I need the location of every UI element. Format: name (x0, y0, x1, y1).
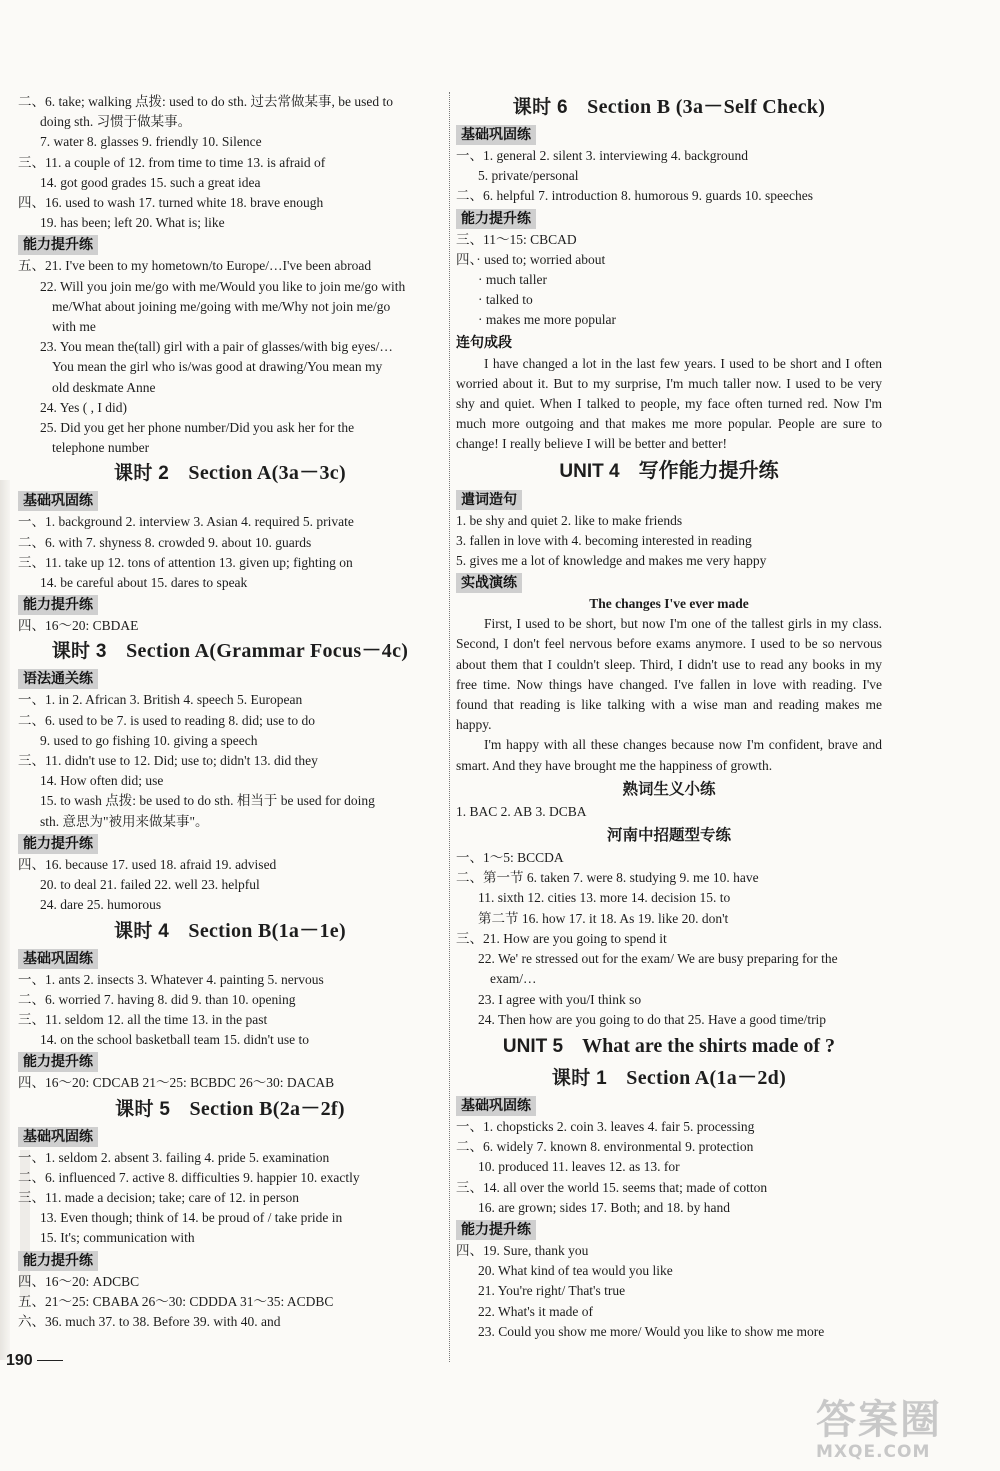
answer-line: doing sth. 习惯于做某事。 (40, 114, 192, 130)
section-tag-row (18, 947, 442, 970)
answer-line: 五、21～25: CBABA 26～30: CDDDA 31～35: ACDBC (18, 1293, 334, 1309)
lesson-heading (18, 636, 442, 667)
answer-line: 二、6. influenced 7. active 8. difficulties 9. happier 10. exactly (18, 1169, 360, 1185)
section-tag-row (18, 1050, 442, 1073)
essay-paragraph: I have changed a lot in the last few years. I used to be short and I often worried about it. But to my surprise, I'm much taller now. I used to be very shy and quiet. When I talked to people, my face often turned red. Now I'm much more outgoing and that makes me more popular. People are sure to change! I really believe I will be better and better! (456, 355, 882, 452)
answer-line: 13. Even though; think of 14. be proud of / take pride in (40, 1210, 343, 1226)
answer-line: 22. We' re stressed out for the exam/ We are busy preparing for the (478, 951, 838, 967)
answer-line: me/What about joining me/going with me/Why not join me/go (52, 298, 391, 314)
section-tag-row (18, 489, 442, 512)
heading-title: Section A(Grammar Focus－4c) (126, 640, 409, 663)
heading-title: What are the shirts made of ? (582, 1034, 836, 1057)
answer-line: 三、11. a couple of 12. from time to time 13. is afraid of (18, 154, 326, 170)
answer-line: 22. Will you join me/go with me/Would you like to join me/go with (40, 278, 406, 294)
section-tag: 语法通关练 (18, 669, 98, 689)
answer-line: 24. Then how are you going to do that 25. Have a good time/trip (478, 1011, 827, 1027)
answer-line: 19. has been; left 20. What is; like (40, 215, 225, 231)
answer-line: 22. What's it made of (478, 1303, 594, 1319)
lesson-heading (18, 458, 442, 489)
heading-title: Section B(1a－1e) (188, 919, 346, 942)
answer-line: 23. You mean the(tall) girl with a pair of glasses/with big eyes/… (40, 339, 393, 355)
answer-line: 20. What kind of tea would you like (478, 1263, 673, 1279)
answer-line: 二、6. worried 7. having 8. did 9. than 10. opening (18, 991, 296, 1007)
heading-title: Section A(1a－2d) (626, 1066, 787, 1089)
answer-line: 四、· used to; worried about (456, 251, 606, 267)
binding-edge-shadow (0, 480, 10, 1360)
answer-line: 二、6. widely 7. known 8. environmental 9. protection (456, 1139, 754, 1155)
section-tag: 连句成段 (456, 334, 512, 351)
answer-line: You mean the girl who is/was good at drawing/You mean my (52, 359, 383, 375)
section-tag: 能力提升练 (18, 1251, 98, 1271)
answer-line: 21. You're right/ That's true (478, 1283, 626, 1299)
section-tag: 能力提升练 (18, 595, 98, 615)
answer-line: 三、14. all over the world 15. seems that; made of cotton (456, 1179, 768, 1195)
answer-line: 14. be careful about 15. dares to speak (40, 575, 248, 591)
section-tag-row (18, 667, 442, 690)
heading-number: UNIT 4 (559, 460, 620, 482)
section-tag-row (456, 488, 882, 511)
heading-title: Section B (3a－Self Check) (587, 96, 826, 118)
answer-line: 二、第一节 6. taken 7. were 8. studying 9. me 10. have (456, 870, 759, 886)
answer-line: 一、1. general 2. silent 3. interviewing 4. background (456, 148, 749, 163)
answer-line: 3. fallen in love with 4. becoming interested in reading (456, 532, 752, 548)
heading-number: UNIT 5 (502, 1035, 564, 1057)
section-tag: 能力提升练 (18, 834, 98, 854)
section-tag: 能力提升练 (456, 209, 536, 229)
answer-line: 五、21. I've been to my hometown/to Europe/…I've been abroad (18, 258, 372, 274)
section-tag: 遣词造句 (456, 490, 522, 510)
answer-line: 三、11. made a decision; take; care of 12. in person (18, 1189, 300, 1205)
answer-line: 三、11. seldom 12. all the time 13. in the past (18, 1011, 268, 1027)
section-tag: 基础巩固练 (456, 125, 536, 145)
answer-line: 25. Did you get her phone number/Did you ask her for the (40, 420, 355, 436)
lesson-heading (456, 1063, 882, 1094)
unit-heading (456, 1030, 882, 1063)
heading-number: 课时 1 (551, 1067, 607, 1089)
answer-line: 24. Yes ( , I did) (40, 399, 128, 415)
answer-line: 15. It's; communication with (40, 1230, 195, 1246)
answer-line: 一、1. ants 2. insects 3. Whatever 4. painting 5. nervous (18, 971, 324, 987)
exercise-heading: 河南中招题型专练 (606, 826, 731, 845)
heading-title: Section A(3a－3c) (188, 462, 346, 485)
heading-number: 课时 6 (512, 97, 568, 118)
answer-line: 一、1. chopsticks 2. coin 3. leaves 4. fair 5. processing (456, 1118, 755, 1134)
answer-line: · much taller (478, 272, 547, 288)
essay-title: The changes I've ever made (589, 596, 749, 612)
answer-line: old deskmate Anne (52, 379, 156, 395)
essay-paragraph: First, I used to be short, but now I'm one of the tallest girls in my class. Second, I don't feel nervous before exams anymore. I used to be so nervous about them that I couldn't sleep. Third, I didn't use to read any books in my free time. Now things have changed. I've fallen in love with reading. I've found that reading is like talking with a wise man and reading makes me happy. (456, 616, 882, 733)
answer-line: 5. gives me a lot of knowledge and makes me very happy (456, 553, 767, 569)
answer-line: 四、16～20: ADCBC (18, 1273, 140, 1289)
answer-line: 三、11～15: CBCAD (456, 231, 577, 247)
answer-line: 23. Could you show me more/ Would you like to show me more (478, 1323, 825, 1339)
answer-line: 三、11. take up 12. tons of attention 13. given up; fighting on (18, 554, 353, 570)
exercise-heading: 熟词生义小练 (622, 779, 716, 798)
section-tag: 能力提升练 (18, 1052, 98, 1072)
section-tag-row (18, 1249, 442, 1272)
section-tag-row (456, 1218, 882, 1241)
answer-line: 一、1. background 2. interview 3. Asian 4. required 5. private (18, 514, 354, 530)
essay-paragraph: I'm happy with all these changes because now I'm confident, brave and smart. And they have brought me the happiness of growth. (456, 737, 882, 773)
answer-line: 7. water 8. glasses 9. friendly 10. Silence (40, 134, 262, 150)
heading-number: 课时 5 (115, 1098, 171, 1120)
section-tag: 基础巩固练 (18, 1127, 98, 1147)
answer-line: 四、16. used to wash 17. turned white 18. brave enough (18, 195, 324, 211)
section-tag-row (18, 593, 442, 616)
answer-line: 二、6. with 7. shyness 8. crowded 9. about 10. guards (18, 534, 312, 550)
column-divider (449, 92, 450, 1362)
answer-line: 一、1. in 2. African 3. British 4. speech 5. European (18, 692, 303, 708)
lesson-heading (456, 92, 882, 123)
section-tag-row (456, 331, 882, 354)
answer-line: 16. are grown; sides 17. Both; and 18. by hand (478, 1199, 730, 1215)
answer-line: 23. I agree with you/I think so (478, 991, 642, 1007)
answer-line: sth. 意思为"被用来做某事"。 (40, 813, 209, 829)
answer-line: 四、19. Sure, thank you (456, 1242, 589, 1258)
answer-line: 二、6. used to be 7. is used to reading 8. did; use to do (18, 712, 315, 728)
heading-number: 课时 2 (114, 463, 170, 485)
answer-line: 11. sixth 12. cities 13. more 14. decision 15. to (478, 890, 731, 906)
page-number: 190 (6, 1352, 63, 1370)
answer-line: 14. got good grades 15. such a great idea (40, 174, 261, 190)
section-tag-row (456, 571, 882, 594)
answer-line: with me (52, 319, 96, 335)
answer-line: · makes me more popular (478, 312, 616, 328)
unit-heading (456, 455, 882, 488)
answer-line: 一、1～5: BCCDA (456, 850, 564, 866)
lesson-heading (18, 1094, 442, 1125)
answer-line: 20. to deal 21. failed 22. well 23. helpful (40, 877, 260, 893)
lesson-heading (18, 916, 442, 947)
answer-line: 一、1. seldom 2. absent 3. failing 4. pride 5. examination (18, 1149, 330, 1165)
answer-line: 三、21. How are you going to spend it (456, 930, 667, 946)
answer-line: 二、6. helpful 7. introduction 8. humorous 9. guards 10. speeches (456, 188, 813, 204)
answer-line: 9. used to go fishing 10. giving a speech (40, 732, 258, 748)
answer-line: 二、6. take; walking 点拨: used to do sth. 过去常做某事, be used to (18, 94, 393, 109)
answer-line: · talked to (478, 292, 533, 308)
answer-line: 14. on the school basketball team 15. didn't use to (40, 1032, 310, 1048)
heading-number: 课时 3 (51, 641, 107, 663)
section-tag-row (456, 1094, 882, 1117)
section-tag: 基础巩固练 (18, 491, 98, 511)
answer-line: 四、16～20: CDCAB 21～25: BCBDC 26～30: DACAB (18, 1075, 335, 1091)
left-column (18, 92, 442, 1332)
section-tag-row (18, 233, 442, 256)
section-tag: 能力提升练 (18, 235, 98, 255)
answer-line: 三、11. didn't use to 12. Did; use to; didn't 13. did they (18, 753, 318, 769)
answer-line: 1. BAC 2. AB 3. DCBA (456, 803, 587, 819)
answer-line: telephone number (52, 440, 150, 456)
watermark-logo: 答案圈 MXQE.COM (816, 1397, 942, 1462)
answer-line: 5. private/personal (478, 168, 579, 184)
answer-line: 10. produced 11. leaves 12. as 13. for (478, 1159, 680, 1175)
answer-line: 1. be shy and quiet 2. like to make friends (456, 512, 683, 528)
answer-line: 第二节 16. how 17. it 18. As 19. like 20. don't (478, 910, 729, 926)
answer-line: exam/… (490, 971, 537, 987)
section-tag: 基础巩固练 (18, 949, 98, 969)
answer-line: 15. to wash 点拨: be used to do sth. 相当于 be used for doing (40, 793, 375, 809)
answer-line: 六、36. much 37. to 38. Before 39. with 40. and (18, 1313, 281, 1329)
section-tag-row (456, 123, 882, 146)
heading-number: 课时 4 (114, 920, 170, 942)
heading-title: 写作能力提升练 (638, 459, 779, 482)
answer-line: 24. dare 25. humorous (40, 897, 162, 913)
answer-line: 四、16～20: CBDAE (18, 618, 139, 634)
right-column (456, 92, 882, 1342)
section-tag: 实战演练 (456, 573, 522, 593)
answer-line: 14. How often did; use (40, 773, 164, 789)
answer-line: 四、16. because 17. used 18. afraid 19. advised (18, 856, 277, 872)
heading-title: Section B(2a－2f) (189, 1097, 345, 1120)
section-tag: 能力提升练 (456, 1220, 536, 1240)
section-tag-row (456, 207, 882, 230)
section-tag: 基础巩固练 (456, 1096, 536, 1116)
section-tag-row (18, 832, 442, 855)
section-tag-row (18, 1125, 442, 1148)
